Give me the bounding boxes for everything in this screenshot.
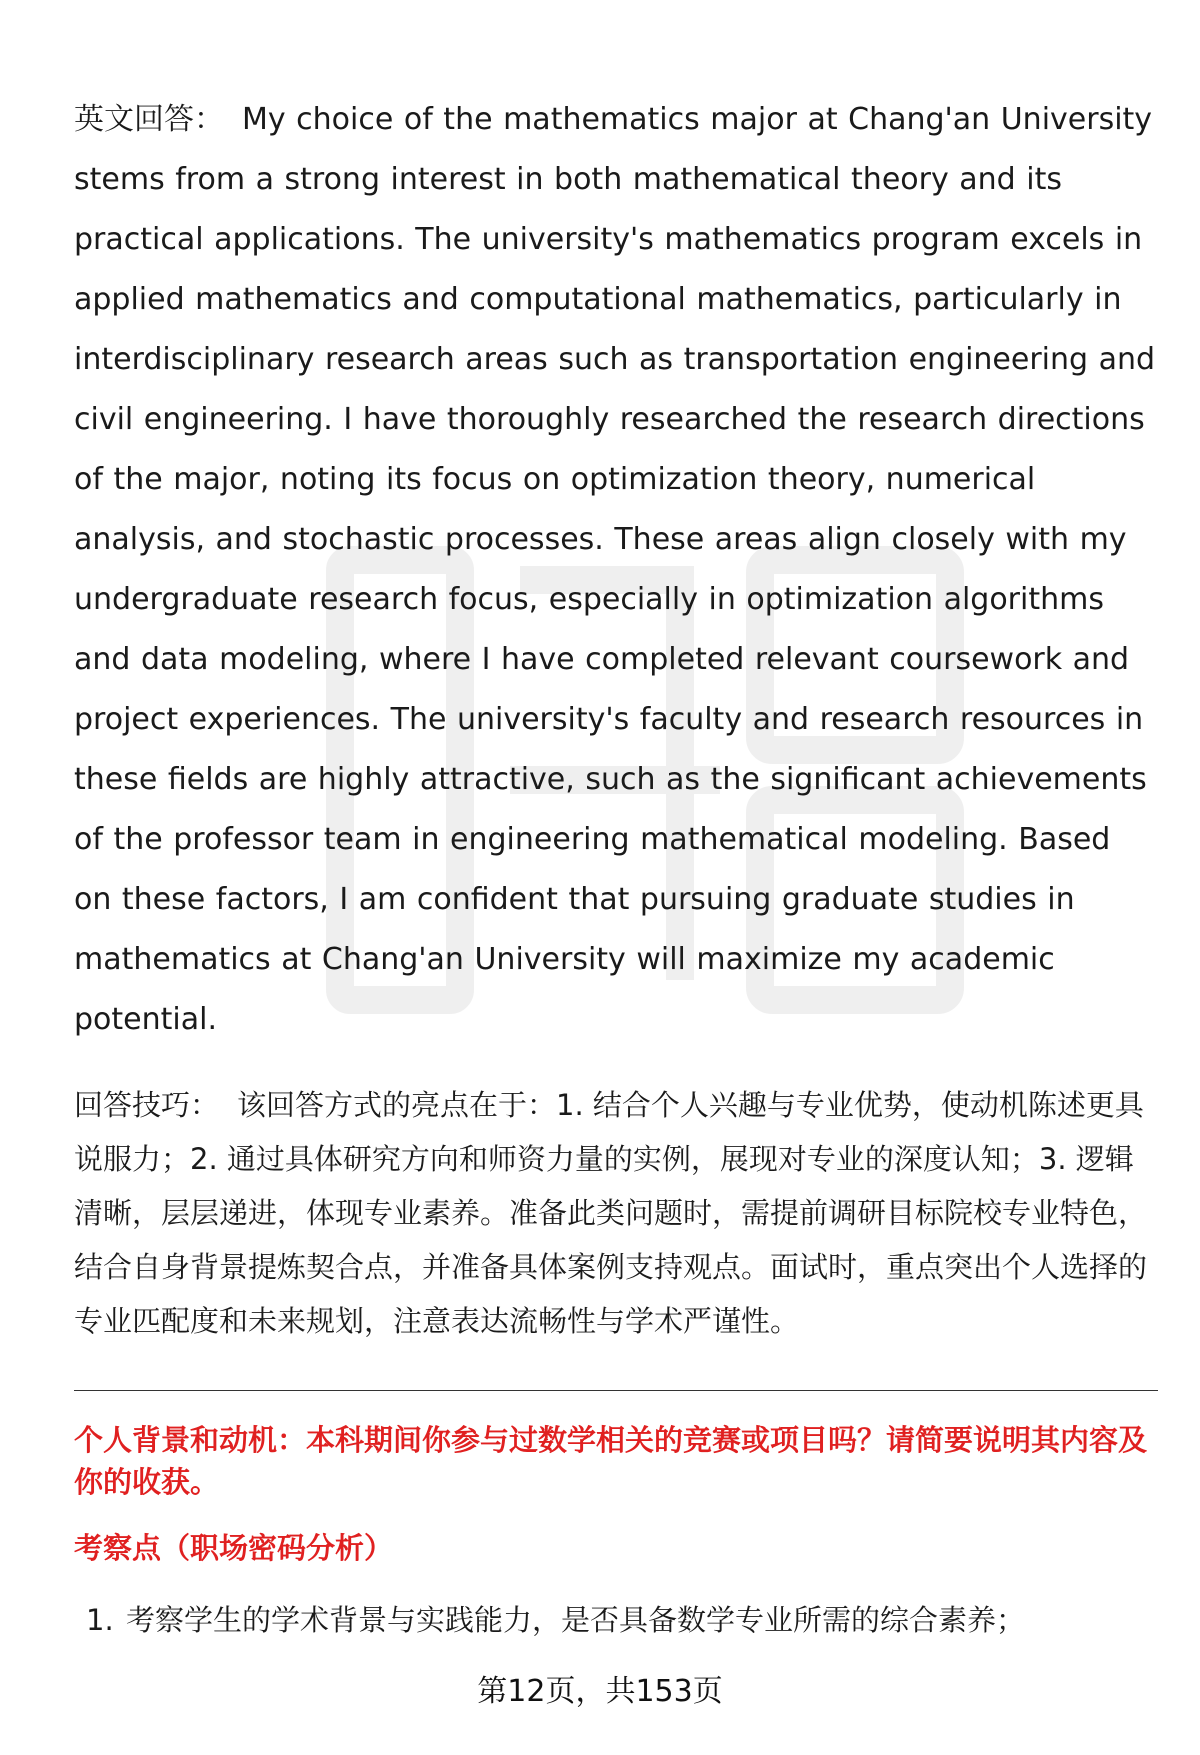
list-item: [74, 1599, 1158, 1641]
section-divider: [74, 1390, 1158, 1391]
answer-tips-text: 该回答方式的亮点在于：1. 结合个人兴趣与专业优势，使动机陈述更具说服力；2. 通过具体研究方向和师资力量的实例，展现对专业的深度认知；3. 逻辑清晰，层层递进，体现专业素养。准备此类问题时，需提前调研目标院校专业特色，结合自身背景提炼契合点，并准备具体案例支持观点。面试时，重点突出个人选择的专业匹配度和未来规划，注意表达流畅性与学术严谨性。: [74, 1088, 1148, 1338]
list-item-number: 1.: [86, 1603, 114, 1637]
question-heading: 个人背景和动机：本科期间你参与过数学相关的竞赛或项目吗？请简要说明其内容及你的收获。: [74, 1423, 1148, 1499]
analysis-points: [74, 1599, 1158, 1641]
answer-tips: [74, 1078, 1158, 1348]
analysis-title: 考察点（职场密码分析）: [74, 1531, 394, 1565]
list-item-text: 考察学生的学术背景与实践能力，是否具备数学专业所需的综合素养；: [126, 1603, 1026, 1637]
english-answer-text: My choice of the mathematics major at Chang'an University stems from a strong interest in both mathematical theory and its practical applications. The university's mathematics program excels in applied mathematics and computational mathematics, particularly in interdisciplinary research areas such as transportation engineering and civil engineering. I have thoroughly researched the research directions of the major, noting its focus on optimization theory, numerical analysis, and stochastic processes. These areas align closely with my undergraduate research focus, especially in optimization algorithms and data modeling, where I have completed relevant coursework and project experiences. The university's faculty and research resources in these fields are highly attractive, such as the significant achievements of the professor team in engineering mathematical modeling. Based on these factors, I am confident that pursuing graduate studies in mathematics at Chang'an University will maximize my academic potential.: [74, 102, 1156, 1037]
english-answer: [74, 90, 1158, 1050]
page-content: [74, 90, 1158, 1641]
page-number-footer: 第12页，共153页: [477, 1674, 723, 1709]
english-answer-label: 英文回答：: [74, 102, 224, 137]
answer-tips-label: 回答技巧：: [74, 1088, 220, 1122]
